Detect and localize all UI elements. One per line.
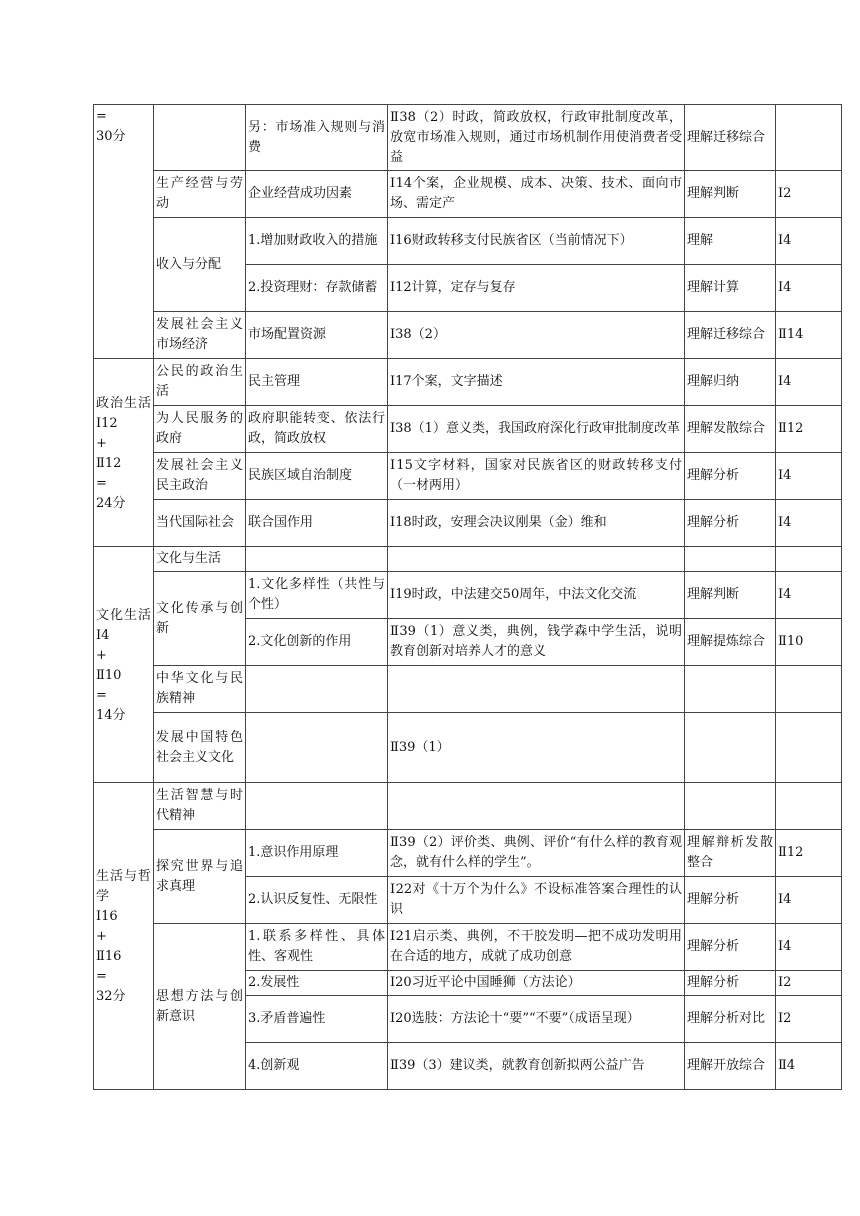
lesson-cell: 发展社会主义市场经济	[154, 312, 246, 359]
lesson-cell: 生活智慧与时代精神	[154, 783, 246, 830]
ability-cell: 理解提炼综合	[685, 619, 776, 666]
table-row	[94, 783, 842, 830]
question-cell: Ⅱ39（3）建议类，就教育创新拟两公益广告	[388, 1043, 685, 1090]
point-cell: 政府职能转变、依法行政，简政放权	[246, 406, 388, 453]
ability-cell: 理解分析	[685, 924, 776, 971]
score-cell	[776, 666, 842, 713]
point-cell: 另：市场准入规则与消费	[246, 105, 388, 171]
table-row	[94, 171, 842, 218]
table-row	[94, 105, 842, 171]
point-cell: 1.联系多样性、具体性、客观性	[246, 924, 388, 971]
point-cell	[246, 666, 388, 713]
score-cell: Ⅰ4	[776, 924, 842, 971]
question-cell: Ⅰ38（2）	[388, 312, 685, 359]
score-cell	[776, 713, 842, 783]
point-cell: 联合国作用	[246, 500, 388, 547]
question-cell: Ⅱ39（1）意义类，典例，钱学森中学生活，说明教育创新对培养人才的意义	[388, 619, 685, 666]
lesson-cell: 思想方法与创新意识	[154, 924, 246, 1090]
unit-cell-economy	[94, 105, 154, 359]
ability-cell: 理解分析	[685, 971, 776, 996]
ability-cell: 理解判断	[685, 572, 776, 619]
lesson-cell: 探究世界与追求真理	[154, 830, 246, 924]
question-cell: Ⅱ39（1）	[388, 713, 685, 783]
score-cell: Ⅰ4	[776, 500, 842, 547]
point-cell: 2.投资理财：存款储蓄	[246, 265, 388, 312]
table-row	[94, 453, 842, 500]
lesson-cell	[154, 105, 246, 171]
score-cell: Ⅰ4	[776, 359, 842, 406]
ability-cell: 理解判断	[685, 171, 776, 218]
ability-cell: 理解发散综合	[685, 406, 776, 453]
ability-cell: 理解开放综合	[685, 1043, 776, 1090]
score-cell: Ⅰ4	[776, 265, 842, 312]
unit-label: 生活与哲学 Ⅰ16 + Ⅱ16 = 32分	[96, 869, 151, 1004]
score-cell: Ⅰ4	[776, 877, 842, 924]
table-row	[94, 359, 842, 406]
score-cell: Ⅱ4	[776, 1043, 842, 1090]
table-body	[94, 105, 842, 1090]
point-cell: 1.增加财政收入的措施	[246, 218, 388, 265]
point-cell: 3.矛盾普遍性	[246, 996, 388, 1043]
table-row	[94, 218, 842, 265]
score-cell: Ⅰ2	[776, 171, 842, 218]
point-cell: 民主管理	[246, 359, 388, 406]
question-cell	[388, 547, 685, 572]
table-row	[94, 572, 842, 619]
point-cell	[246, 713, 388, 783]
question-cell: Ⅰ20选肢：方法论十“要”“不要”（成语呈现）	[388, 996, 685, 1043]
score-cell	[776, 105, 842, 171]
table-row	[94, 830, 842, 877]
ability-cell: 理解分析	[685, 500, 776, 547]
table-row	[94, 713, 842, 783]
table-row	[94, 666, 842, 713]
ability-cell	[685, 666, 776, 713]
ability-cell: 理解分析	[685, 453, 776, 500]
question-cell	[388, 783, 685, 830]
point-cell	[246, 547, 388, 572]
point-cell: 企业经营成功因素	[246, 171, 388, 218]
ability-cell: 理解分析对比	[685, 996, 776, 1043]
ability-cell: 理解计算	[685, 265, 776, 312]
ability-cell: 理解迁移综合	[685, 105, 776, 171]
lesson-cell: 当代国际社会	[154, 500, 246, 547]
question-cell: Ⅰ17个案，文字描述	[388, 359, 685, 406]
ability-cell: 理解	[685, 218, 776, 265]
ability-cell	[685, 783, 776, 830]
ability-cell: 理解迁移综合	[685, 312, 776, 359]
score-cell: Ⅱ12	[776, 406, 842, 453]
lesson-cell: 中华文化与民族精神	[154, 666, 246, 713]
score-cell: Ⅱ14	[776, 312, 842, 359]
table-row	[94, 547, 842, 572]
score-cell: Ⅱ12	[776, 830, 842, 877]
question-cell: Ⅰ38（1）意义类，我国政府深化行政审批制度改革	[388, 406, 685, 453]
table-row	[94, 500, 842, 547]
point-cell: 民族区域自治制度	[246, 453, 388, 500]
question-cell: Ⅰ18时政，安理会决议刚果（金）维和	[388, 500, 685, 547]
score-cell: Ⅰ2	[776, 996, 842, 1043]
table-row	[94, 406, 842, 453]
unit-cell-philosophy	[94, 783, 154, 1090]
unit-label: = 30分	[96, 109, 126, 144]
lesson-cell: 文化与生活	[154, 547, 246, 572]
ability-cell: 理解归纳	[685, 359, 776, 406]
table-row	[94, 924, 842, 971]
question-cell	[388, 666, 685, 713]
unit-label: 文化生活Ⅰ4 + Ⅱ10 = 14分	[96, 607, 151, 723]
score-cell	[776, 547, 842, 572]
ability-cell: 理解分析	[685, 877, 776, 924]
lesson-cell: 生产经营与劳动	[154, 171, 246, 218]
point-cell: 2.文化创新的作用	[246, 619, 388, 666]
question-cell: Ⅰ14个案，企业规模、成本、决策、技术、面向市场、需定产	[388, 171, 685, 218]
exam-analysis-table	[93, 104, 842, 1090]
lesson-cell: 发展社会主义民主政治	[154, 453, 246, 500]
question-cell: Ⅰ15文字材料，国家对民族省区的财政转移支付（一材两用）	[388, 453, 685, 500]
score-cell: Ⅰ4	[776, 218, 842, 265]
question-cell: Ⅰ12计算，定存与复存	[388, 265, 685, 312]
question-cell: Ⅱ38（2）时政，简政放权，行政审批制度改革，放宽市场准入规则，通过市场机制作用使消费者受益	[388, 105, 685, 171]
point-cell: 4.创新观	[246, 1043, 388, 1090]
point-cell: 1.意识作用原理	[246, 830, 388, 877]
unit-cell-culture	[94, 547, 154, 783]
ability-cell: 理解辩析发散整合	[685, 830, 776, 877]
lesson-cell: 公民的政治生活	[154, 359, 246, 406]
lesson-cell: 发展中国特色社会主义文化	[154, 713, 246, 783]
point-cell	[246, 783, 388, 830]
score-cell: Ⅰ2	[776, 971, 842, 996]
point-cell: 2.认识反复性、无限性	[246, 877, 388, 924]
question-cell: Ⅰ20习近平论中国睡狮（方法论）	[388, 971, 685, 996]
table-row	[94, 312, 842, 359]
score-cell: Ⅱ10	[776, 619, 842, 666]
point-cell: 1.文化多样性（共性与个性）	[246, 572, 388, 619]
score-cell: Ⅰ4	[776, 572, 842, 619]
question-cell: Ⅰ16财政转移支付民族省区（当前情况下）	[388, 218, 685, 265]
question-cell: Ⅰ21启示类、典例，不干胶发明—把不成功发明用在合适的地方，成就了成功创意	[388, 924, 685, 971]
question-cell: Ⅱ39（2）评价类、典例、评价“有什么样的教育观念，就有什么样的学生”。	[388, 830, 685, 877]
question-cell: Ⅰ19时政，中法建交50周年，中法文化交流	[388, 572, 685, 619]
score-cell	[776, 783, 842, 830]
point-cell: 2.发展性	[246, 971, 388, 996]
question-cell: Ⅰ22对《十万个为什么》不设标准答案合理性的认识	[388, 877, 685, 924]
unit-cell-politics	[94, 359, 154, 547]
lesson-cell: 为人民服务的政府	[154, 406, 246, 453]
lesson-cell: 收入与分配	[154, 218, 246, 312]
lesson-cell: 文化传承与创新	[154, 572, 246, 666]
ability-cell	[685, 713, 776, 783]
unit-label: 政治生活Ⅰ12 + Ⅱ12 = 24分	[96, 395, 151, 511]
point-cell: 市场配置资源	[246, 312, 388, 359]
score-cell: Ⅰ4	[776, 453, 842, 500]
ability-cell	[685, 547, 776, 572]
